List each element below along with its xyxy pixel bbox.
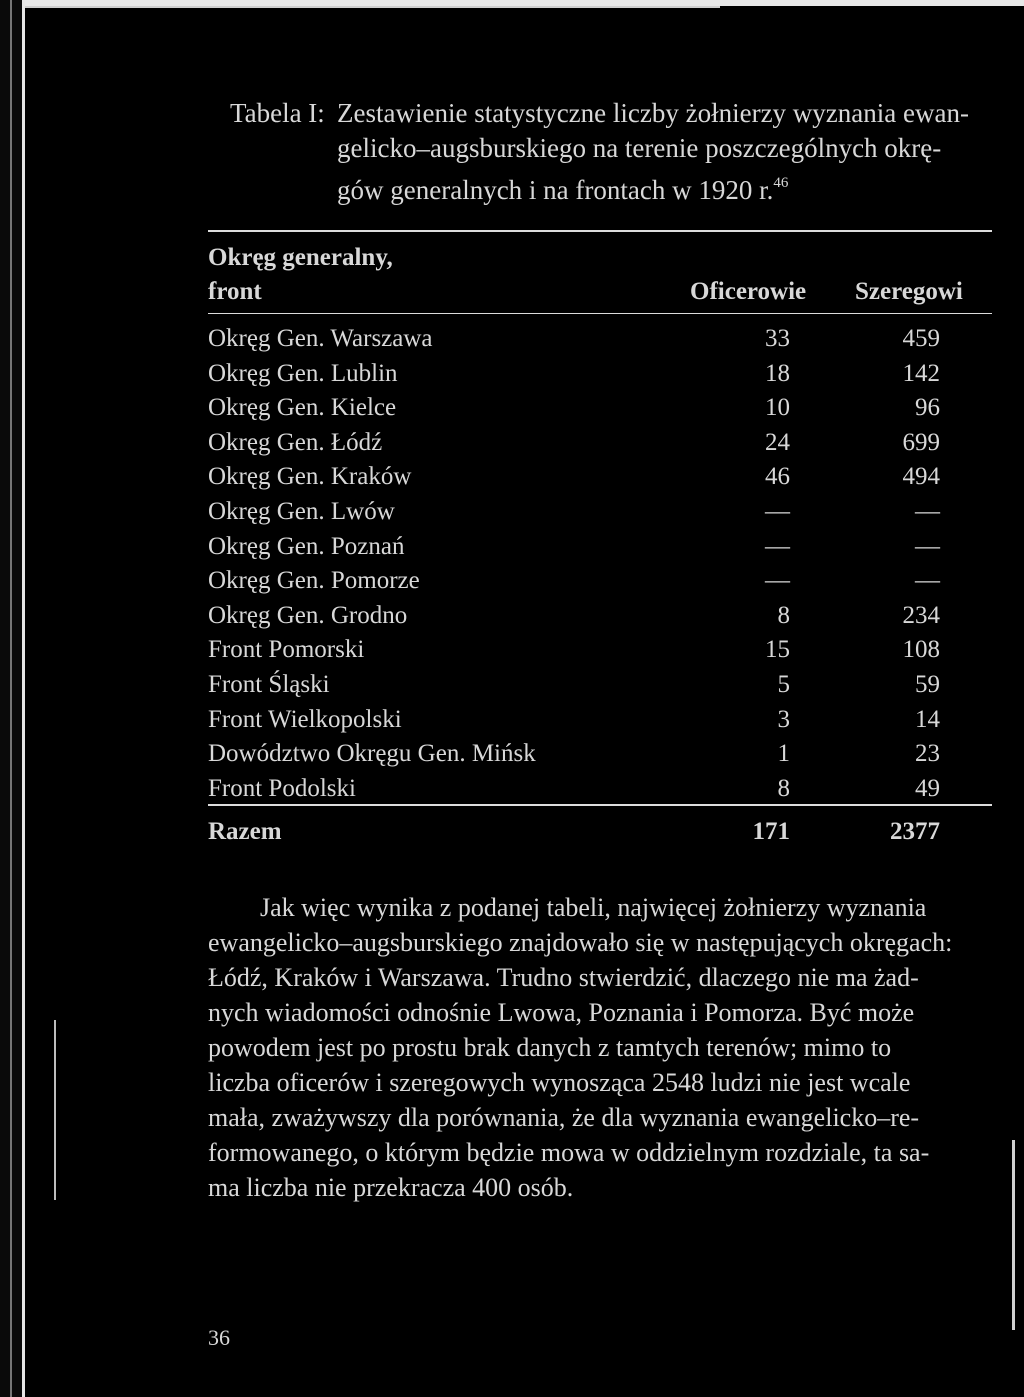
total-label: Razem: [208, 818, 282, 845]
paragraph-line: nych wiadomości odnośnie Lwowa, Poznania i Pomorza. Być może: [208, 998, 915, 1027]
table-row: [208, 668, 992, 702]
total-officers: 171: [752, 818, 790, 845]
total-row: [208, 815, 992, 849]
table-row: [208, 703, 992, 737]
row-privates: 49: [915, 774, 940, 802]
table-row: [208, 772, 992, 806]
caption-line: gelicko–augsburskiego na terenie poszczególnych okrę-: [337, 133, 942, 163]
caption-line: Zestawienie statystyczne liczby żołnierzy wyznania ewan-: [337, 98, 969, 128]
paragraph-line: ma liczba nie przekracza 400 osób.: [208, 1173, 574, 1202]
row-name: Front Wielkopolski: [208, 705, 402, 733]
scan-mark-left: [54, 1020, 56, 1200]
row-privates: —: [915, 498, 940, 525]
row-privates: —: [915, 567, 940, 595]
row-officers: 3: [777, 705, 790, 733]
row-officers: —: [765, 498, 790, 525]
paragraph-line: Łódź, Kraków i Warszawa. Trudno stwierdzić, dlaczego nie ma żad-: [208, 963, 919, 992]
row-privates: 59: [915, 671, 940, 698]
row-privates: 96: [915, 394, 940, 422]
row-officers: 46: [765, 463, 790, 491]
row-privates: 234: [902, 601, 940, 629]
header-col-privates: Szeregowi: [855, 278, 963, 305]
row-name: Front Śląski: [208, 671, 330, 698]
scan-edge-left-line: [10, 0, 12, 1397]
row-privates: 494: [902, 463, 940, 491]
row-officers: 33: [765, 325, 790, 352]
body-paragraph: [208, 890, 992, 1205]
table-row: [208, 426, 992, 460]
row-name: Okręg Gen. Lwów: [208, 498, 395, 525]
row-privates: 142: [902, 359, 940, 387]
row-officers: 10: [765, 394, 790, 422]
scan-edge-top-inner: [0, 6, 720, 8]
header-col-officers: Oficerowie: [690, 278, 807, 305]
caption-label: Tabela I:: [230, 98, 325, 128]
table-row: [208, 530, 992, 564]
row-name: Okręg Gen. Kraków: [208, 463, 412, 491]
table-top-rule: [208, 230, 992, 232]
page-number: 36: [208, 1325, 230, 1350]
table-row: [208, 322, 992, 356]
table-row: [208, 391, 992, 425]
row-officers: —: [765, 532, 790, 560]
row-name: Okręg Gen. Warszawa: [208, 325, 433, 352]
paragraph-line: ewangelicko–augsburskiego znajdowało się w następujących okręgach:: [208, 928, 953, 957]
scan-mark-right: [1012, 1140, 1015, 1330]
table-row: [208, 633, 992, 667]
row-officers: —: [765, 567, 790, 595]
table-row: [208, 737, 992, 771]
scan-edge-left: [0, 0, 25, 1397]
caption-line-text: gów generalnych i na frontach w 1920 r.: [337, 175, 774, 205]
row-name: Okręg Gen. Lublin: [208, 359, 398, 387]
caption-line: [337, 166, 977, 208]
caption-text: [337, 96, 977, 208]
paragraph-line: mała, zważywszy dla porównania, że dla wyznania ewangelicko–re-: [208, 1103, 920, 1132]
row-name: Okręg Gen. Poznań: [208, 532, 405, 560]
table-row: [208, 460, 992, 494]
row-name: Dowództwo Okręgu Gen. Mińsk: [208, 740, 536, 768]
row-name: Front Pomorski: [208, 636, 365, 664]
row-name: Okręg Gen. Łódź: [208, 428, 383, 456]
row-name: Front Podolski: [208, 774, 356, 802]
row-name: Okręg Gen. Grodno: [208, 601, 408, 629]
paragraph-line: formowanego, o którym będzie mowa w oddzielnym rozdziale, ta sa-: [208, 1138, 930, 1167]
row-officers: 24: [765, 428, 790, 456]
total-top-rule: [208, 804, 992, 806]
row-officers: 8: [777, 601, 790, 629]
row-privates: 23: [915, 740, 940, 768]
paragraph-line: Jak więc wynika z podanej tabeli, najwięcej żołnierzy wyznania: [260, 893, 927, 922]
total-privates: 2377: [890, 818, 940, 845]
row-privates: —: [915, 532, 940, 560]
row-officers: 18: [765, 359, 790, 387]
row-officers: 5: [777, 671, 790, 698]
table-row: [208, 495, 992, 529]
table-row: [208, 599, 992, 633]
row-privates: 108: [902, 636, 940, 664]
paragraph-line: liczba oficerów i szeregowych wynosząca 2548 ludzi nie jest wcale: [208, 1068, 911, 1097]
row-officers: 1: [777, 740, 790, 768]
row-officers: 8: [777, 774, 790, 802]
row-officers: 15: [765, 636, 790, 664]
table-row: [208, 564, 992, 598]
row-name: Okręg Gen. Kielce: [208, 394, 397, 422]
paragraph-line: powodem jest po prostu brak danych z tamtych terenów; mimo to: [208, 1033, 892, 1062]
row-privates: 14: [915, 705, 940, 733]
footnote-ref: 46: [773, 175, 789, 191]
row-name: Okręg Gen. Pomorze: [208, 567, 420, 595]
header-col-region-line2: front: [208, 278, 262, 305]
header-bottom-rule: [208, 313, 992, 314]
row-privates: 459: [902, 325, 940, 352]
row-privates: 699: [902, 428, 940, 456]
header-col-region-line1: Okręg generalny,: [208, 244, 393, 271]
table-row: [208, 357, 992, 391]
